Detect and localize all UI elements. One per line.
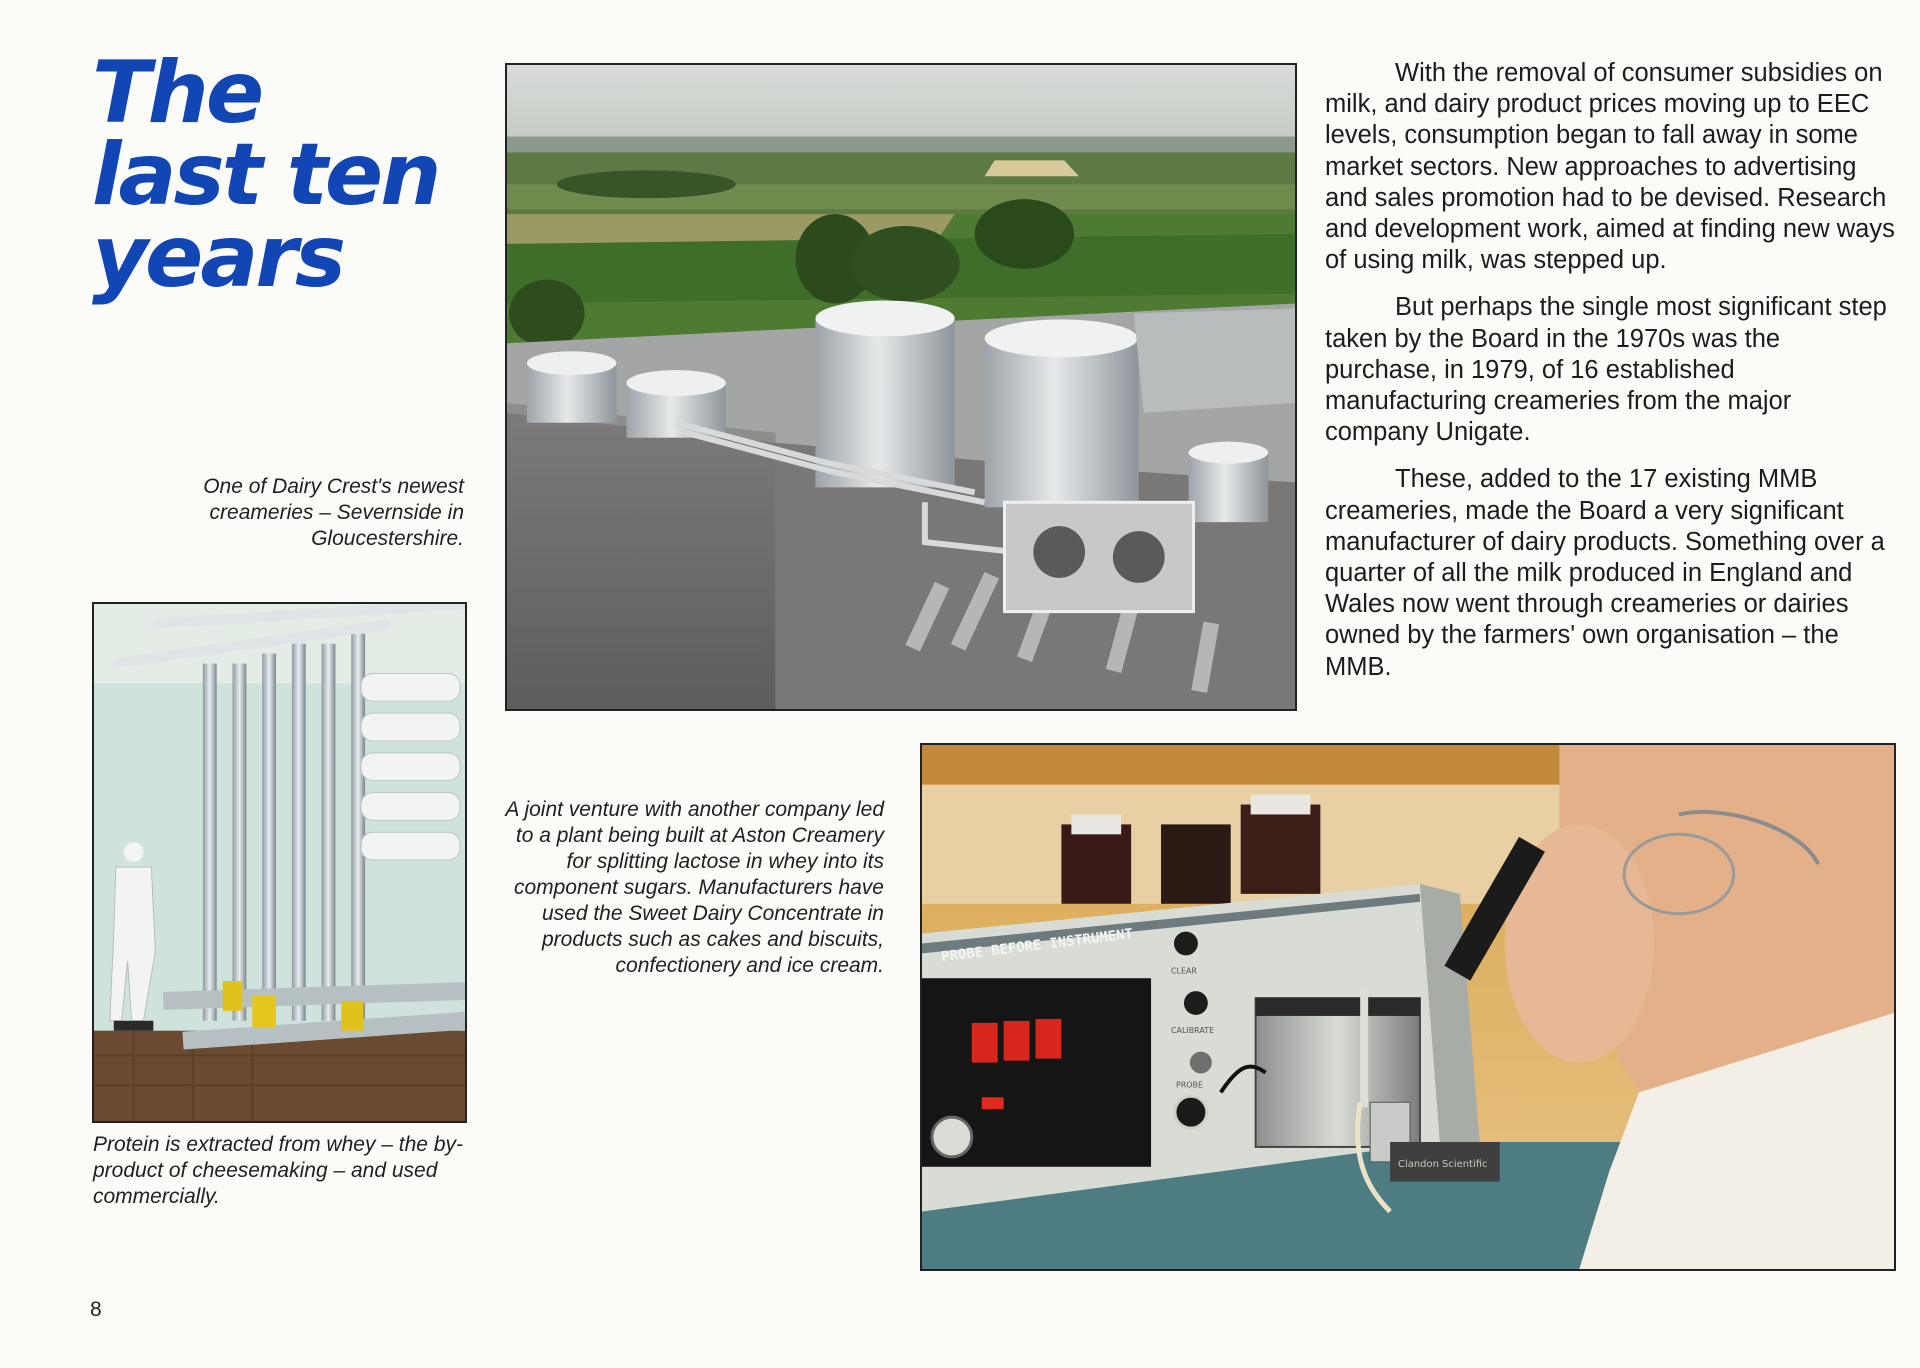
heading-line-2: last ten xyxy=(92,125,439,225)
page-number: 8 xyxy=(90,1298,102,1321)
body-paragraph-1: With the removal of consumer subsidies on milk, and dairy product prices moving up to EEC levels, consumption began to fall away in some market sectors. New approaches to advertising and sales promotion had to be devised. Research and development work, aimed at finding new ways of using milk, was stepped up. xyxy=(1325,59,1895,275)
knob-label-calibrate: CALIBRATE xyxy=(1170,1025,1215,1035)
photo-laboratory-instrument xyxy=(920,743,1896,1271)
instrument-panel-label: PROBE BEFORE INSTRUMENT xyxy=(940,926,1134,966)
instrument-badge: Clandon Scientific xyxy=(1398,1158,1488,1170)
caption-aston-creamery: A joint venture with another company led to a plant being built at Aston Creamery for splitting lactose in whey into its component sugars. Manufacturers have used the Sweet Dairy Concentrate in products such as cakes and biscuits, confectionery and ice cream. xyxy=(505,798,884,977)
photo-whey-protein-plant xyxy=(92,602,467,1123)
heading-line-3: years xyxy=(92,207,344,307)
photo-severnside-creamery xyxy=(505,63,1297,711)
whey-plant-illustration xyxy=(94,604,465,1121)
knob-label-probe: PROBE xyxy=(1175,1080,1204,1090)
lab-instrument-illustration xyxy=(922,745,1894,1269)
aerial-creamery-illustration xyxy=(507,65,1295,709)
heading-line-1: The xyxy=(92,43,262,143)
caption-severnside: One of Dairy Crest's newest creameries – Severnside in Gloucestershire. xyxy=(203,475,464,550)
caption-whey-protein: Protein is extracted from whey – the by-product of cheesemaking – and used commercially. xyxy=(93,1133,463,1208)
knob-label-clear: CLEAR xyxy=(1170,966,1197,976)
body-paragraph-3: These, added to the 17 existing MMB creameries, made the Board a very significant manufacturer of dairy products. Something over a quarter of all the milk produced in England and Wales now went through creameries or dairies owned by the farmers' own organisation – the MMB. xyxy=(1325,465,1885,681)
body-paragraph-2: But perhaps the single most significant step taken by the Board in the 1970s was the purchase, in 1979, of 16 established manufacturing creameries from the major company Unigate. xyxy=(1325,293,1887,447)
page-heading xyxy=(92,43,452,307)
article-body xyxy=(1325,58,1897,699)
